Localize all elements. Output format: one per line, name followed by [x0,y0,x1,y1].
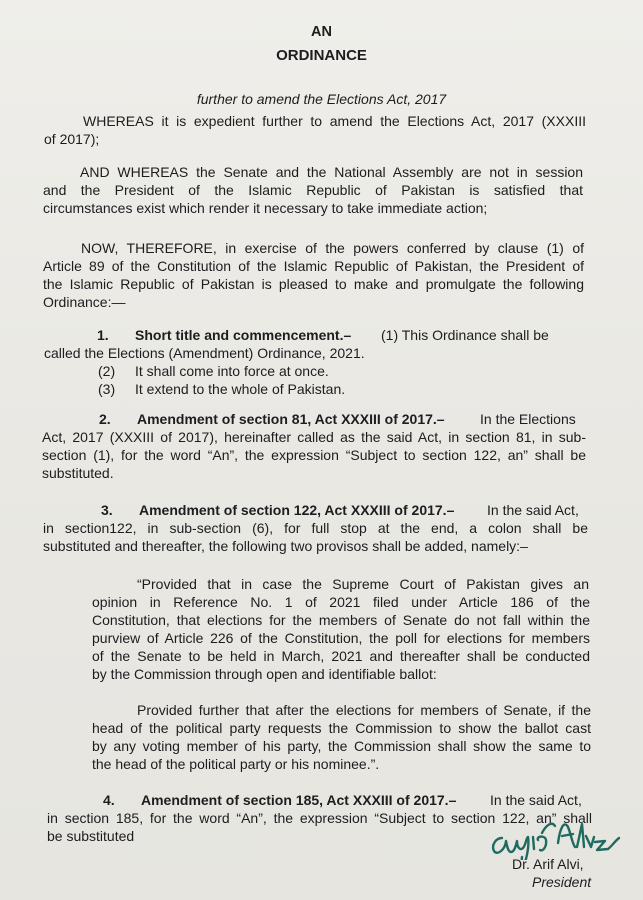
preamble-and-whereas-line-1: AND WHEREAS the Senate and the National Assembly are not in session [80,164,583,180]
section-1-sub-3-number: (3) [98,381,116,397]
proviso-2-line-2: head of the political party requests the Commission to show the ballot cast [92,720,591,736]
proviso-2-line-3: by any voting member of his party, the Commission shall show the same to [92,738,591,754]
enacting-clause-line-4: Ordinance:— [43,294,126,310]
proviso-1-line-4: purview of Article 226 of the Constitution, the poll for elections for members [92,630,590,646]
section-1-sub-2-number: (2) [98,363,116,379]
section-3-line-3: substituted and thereafter, the following two provisos shall be added, namely:– [43,538,528,554]
proviso-1-line-3: Constitution, that elections for the members of Senate do not fall within the [92,612,590,628]
section-4-line-3: be substituted [47,828,135,844]
section-2-line-2: Act, 2017 (XXXIII of 2017), hereinafter called as the said Act, in section 81, in sub- [42,429,586,445]
section-1-heading: Short title and commencement.– [135,327,352,343]
section-2-line-1: In the Elections [480,411,576,427]
proviso-1-line-6: by the Commission through open and identifiable ballot: [92,666,437,682]
section-2-number: 2. [99,411,111,427]
section-3-line-2: in section122, in sub-section (6), for full stop at the end, a colon shall be [43,520,588,536]
signatory-title: President [532,874,592,890]
enacting-clause-line-1: NOW, THEREFORE, in exercise of the powers conferred by clause (1) of [81,240,584,256]
section-1-sub-3-text: It extend to the whole of Pakistan. [135,381,346,397]
preamble-and-whereas-line-2: and the President of the Islamic Republic of Pakistan is satisfied that [43,182,583,198]
proviso-1-line-5: of the Senate to be held in March, 2021 and thereafter shall be conducted [92,648,590,664]
proviso-2-line-4: the head of the political party or his nominee.”. [92,756,380,772]
section-3-line-1: In the said Act, [487,502,579,518]
doc-heading-an: AN [311,24,332,40]
section-1-line-1: (1) This Ordinance shall be [381,327,549,343]
president-signature [486,810,636,860]
section-1-sub-2-text: It shall come into force at once. [135,363,329,379]
section-4-line-1: In the said Act, [490,792,582,808]
section-2-heading: Amendment of section 81, Act XXXIII of 2017.– [137,411,445,427]
proviso-1-line-1: “Provided that in case the Supreme Court of Pakistan gives an [137,576,589,592]
signatory-name: Dr. Arif Alvi, [512,856,584,872]
doc-subtitle: further to amend the Elections Act, 2017 [196,91,447,107]
section-2-line-4: substituted. [42,465,114,481]
proviso-2-line-1: Provided further that after the elections for members of Senate, if the [137,702,591,718]
section-3-number: 3. [101,502,113,518]
preamble-whereas-line-1: WHEREAS it is expedient further to amend the Elections Act, 2017 (XXXIII [83,113,586,129]
proviso-1-line-2: opinion in Reference No. 1 of 2021 filed under Article 186 of the [92,594,590,610]
handwritten-signature-icon [486,810,636,860]
section-1-line-2: called the Elections (Amendment) Ordinance, 2021. [44,345,365,361]
enacting-clause-line-2: Article 89 of the Constitution of the Islamic Republic of Pakistan, the President of [43,258,584,274]
section-3-heading: Amendment of section 122, Act XXXIII of 2017.– [139,502,455,518]
doc-heading-ordinance: ORDINANCE [276,47,367,64]
preamble-whereas-line-2: of 2017); [44,131,100,147]
section-4-number: 4. [103,792,115,808]
section-4-heading: Amendment of section 185, Act XXXIII of 2017.– [141,792,457,808]
enacting-clause-line-3: the Islamic Republic of Pakistan is pleased to make and promulgate the following [43,276,584,292]
section-2-line-3: section (1), for the word “An”, the expression “Subject to section 122, an” shall be [42,447,586,463]
section-1-number: 1. [97,327,109,343]
section-4-line-2: in section 185, for the word “An”, the expression “Subject to section 122, an” shall [47,810,592,826]
preamble-and-whereas-line-3: circumstances exist which render it necessary to take immediate action; [43,200,488,216]
